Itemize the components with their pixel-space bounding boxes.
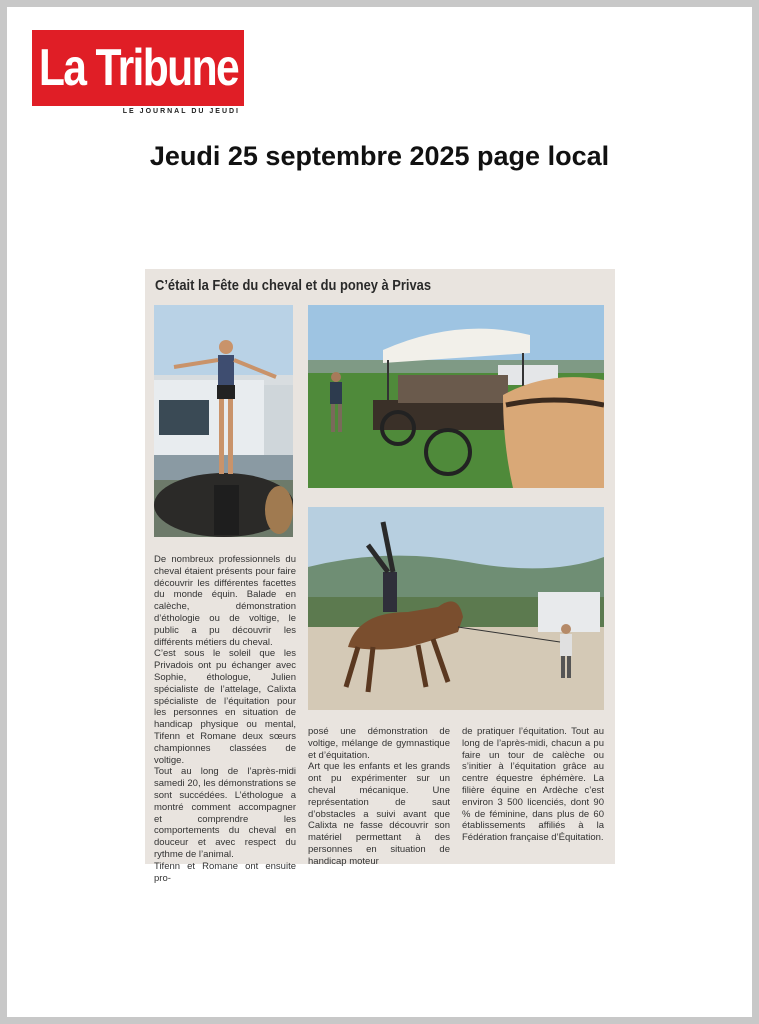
- photo-child-balancing: [154, 305, 293, 537]
- col1-paragraph: De nombreux professionnels du cheval étaient présents pour faire découvrir les différentes facettes du monde équin. Balade en calèche, démonstration d’éthologie ou de voltige, le public a pu découvrir les différents métiers du cheval.: [154, 554, 296, 648]
- newspaper-clipping: [145, 269, 615, 884]
- photo-horse-carriage: [308, 305, 604, 488]
- col2-paragraph: Art que les enfants et les grands ont pu expérimenter sur un cheval mécanique. Une représentation de saut d’obstacles a suivi avant que Calixta ne fasse découvrir son matériel permettant à des personnes en situation de handicap moteur: [308, 761, 450, 867]
- article-column-2: [308, 726, 450, 868]
- col1-paragraph: Tifenn et Romane ont ensuite pro-: [154, 860, 296, 884]
- logo-red-box: [32, 30, 244, 106]
- col1-paragraph: Tout au long de l’après-midi samedi 20, les démonstrations se sont succédées. L’éthologue a montré comment accompagner et comprendre les comportements du cheval en douceur et avec respect du rythme de l’animal.: [154, 766, 296, 860]
- col1-paragraph: C’est sous le soleil que les Privadois ont pu échanger avec Sophie, éthologue, Julien spécialiste de l’attelage, Calixta spécialiste de l’équitation pour les personnes en situation de handicap physique ou mental, Tifenn et Romane deux sœurs championnes classées de voltige.: [154, 648, 296, 766]
- col2-paragraph: posé une démonstration de voltige, mélange de gymnastique et d’équitation.: [308, 726, 450, 761]
- photo-voltige-demonstration: [308, 507, 604, 710]
- article-column-1: [154, 554, 296, 884]
- la-tribune-logo: [32, 30, 244, 118]
- article-column-3: [462, 726, 604, 844]
- page-headline: Jeudi 25 septembre 2025 page local: [149, 141, 610, 171]
- logo-text: La Tribune: [38, 39, 238, 97]
- col3-paragraph: de pratiquer l’équitation. Tout au long de l’après-midi, chacun a pu faire un tour de calèche ou s’initier à l’équitation grâce au centre équestre éphémère. La filière équine en Ardèche c’est environ 3 500 licenciés, dont 90 % de féminine, dans plus de 60 établissements affiliés à la Fédération française d’Équitation.: [462, 726, 604, 844]
- article-title: C’était la Fête du cheval et du poney à Privas: [155, 277, 432, 294]
- page: [7, 7, 752, 1017]
- logo-tagline: LE JOURNAL DU JEUDI: [32, 108, 244, 118]
